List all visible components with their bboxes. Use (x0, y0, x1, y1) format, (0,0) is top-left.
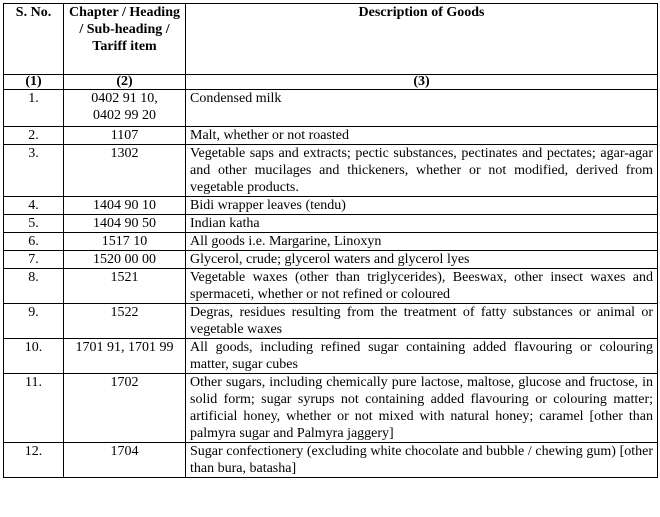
table-row (4, 215, 658, 233)
tariff-code-line: 1702 (110, 375, 139, 390)
row-sno: 6. (4, 233, 64, 251)
tariff-code-line: 0402 91 10, (91, 91, 158, 106)
tariff-code-line: 1522 (110, 305, 139, 320)
goods-table (3, 3, 658, 478)
table-row (4, 251, 658, 269)
row-sno: 1. (4, 90, 64, 127)
header-description: Description of Goods (186, 4, 658, 75)
tariff-code-line: 1404 90 50 (93, 216, 156, 231)
row-description: Malt, whether or not roasted (186, 127, 658, 145)
row-description: Glycerol, crude; glycerol waters and glycerol lyes (186, 251, 658, 269)
table-row (4, 339, 658, 374)
tariff-code-line: 1517 10 (101, 234, 148, 249)
table-row (4, 197, 658, 215)
row-description: Bidi wrapper leaves (tendu) (186, 197, 658, 215)
table-row (4, 304, 658, 339)
row-description: All goods, including refined sugar containing added flavouring or colouring matter, sugar cubes (186, 339, 658, 374)
row-tariff-code (64, 269, 186, 304)
row-description: Sugar confectionery (excluding white chocolate and bubble / chewing gum) [other than bura, batasha] (186, 443, 658, 478)
header-sno: S. No. (4, 4, 64, 75)
tariff-code-line: 1704 (110, 444, 139, 459)
row-tariff-code (64, 443, 186, 478)
row-sno: 3. (4, 145, 64, 197)
row-description: Indian katha (186, 215, 658, 233)
row-tariff-code (64, 215, 186, 233)
row-description: All goods i.e. Margarine, Linoxyn (186, 233, 658, 251)
row-tariff-code (64, 374, 186, 443)
row-sno: 11. (4, 374, 64, 443)
row-description: Condensed milk (186, 90, 658, 127)
header-chapter: Chapter / Heading / Sub-heading / Tariff item (64, 4, 186, 75)
tariff-code-line: 1404 90 10 (93, 198, 156, 213)
row-sno: 12. (4, 443, 64, 478)
row-tariff-code (64, 233, 186, 251)
column-number-row (4, 75, 658, 90)
table-body (4, 90, 658, 478)
table-row (4, 90, 658, 127)
tariff-code-line: 1521 (110, 270, 139, 285)
tariff-code-line: 1520 00 00 (93, 252, 156, 267)
row-description: Vegetable saps and extracts; pectic substances, pectinates and pectates; agar-agar and other mucilages and thickeners, whether or not modified, derived from vegetable products. (186, 145, 658, 197)
column-number: (2) (64, 75, 186, 90)
row-tariff-code (64, 90, 186, 127)
row-tariff-code (64, 197, 186, 215)
row-sno: 4. (4, 197, 64, 215)
row-sno: 9. (4, 304, 64, 339)
row-description: Other sugars, including chemically pure lactose, maltose, glucose and fructose, in solid form; sugar syrups not containing added flavouring or colouring matter; artificial honey, whether or not mixed with natural honey; caramel [other than palmyra sugar and Palmyra jaggery] (186, 374, 658, 443)
table-row (4, 145, 658, 197)
row-sno: 7. (4, 251, 64, 269)
column-number: (1) (4, 75, 64, 90)
table-row (4, 443, 658, 478)
table-row (4, 127, 658, 145)
tariff-code-line: 0402 99 20 (93, 108, 156, 123)
table-row (4, 374, 658, 443)
row-description: Vegetable waxes (other than triglycerides), Beeswax, other insect waxes and spermaceti, whether or not refined or coloured (186, 269, 658, 304)
row-tariff-code (64, 304, 186, 339)
table-row (4, 269, 658, 304)
table-header-row (4, 4, 658, 75)
row-tariff-code (64, 127, 186, 145)
row-sno: 10. (4, 339, 64, 374)
row-tariff-code (64, 145, 186, 197)
tariff-code-line: 1107 (110, 128, 139, 143)
row-tariff-code (64, 339, 186, 374)
tariff-code-line: 1302 (110, 146, 139, 161)
row-sno: 8. (4, 269, 64, 304)
tariff-code-line: 1701 91, 1701 99 (75, 340, 174, 355)
row-sno: 5. (4, 215, 64, 233)
row-tariff-code (64, 251, 186, 269)
column-number: (3) (186, 75, 658, 90)
row-description: Degras, residues resulting from the treatment of fatty substances or animal or vegetable waxes (186, 304, 658, 339)
table-row (4, 233, 658, 251)
row-sno: 2. (4, 127, 64, 145)
